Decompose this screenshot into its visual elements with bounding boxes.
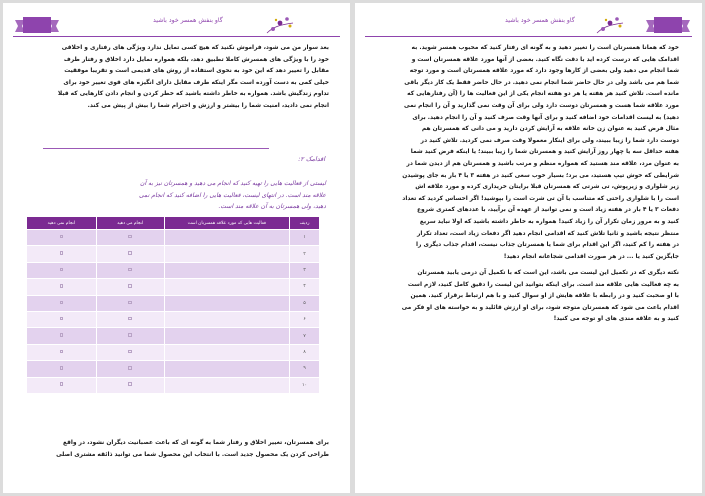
column-header-dont-do: انجام نمی دهید [27,217,97,230]
text-line: در هفته را کم کنید، اگر این اقدام برای شما یا همسرتان جذاب نیست، اقدام جذاب دیگری را [416,242,679,249]
row-number-cell: ۱ [290,230,320,246]
row-number-cell: ۶ [290,311,320,327]
text-line: هفته حداقل سه یا چهار روز آرایش کنید و همسرتان شما را زیبا ببیند؛ یا اینکه فرض کنید شما [410,149,679,156]
text-line: مانده است. تلاش کنید هر هفته یا هر دو هفته انجام یکی از این فعالیت ها را (آن رفتارهایی که [407,91,679,98]
header-title: گاو بنفش همسر خود باشید [153,17,223,24]
do-checkbox-cell [96,262,164,278]
do-checkbox[interactable] [128,235,132,239]
text-line: کنید و به مرور زمان تکرار آن را زیاد کنید! همواره به خاطر داشته باشید که اولا نباید سریع [419,218,679,225]
do-checkbox-cell [96,230,164,246]
activity-cell[interactable] [164,295,290,311]
text-line: خیلی کمی به دست آورده است مگر اینکه طرف مقابل دارای انگیزه های قوی تغییر خود برای [63,79,329,86]
table-row [27,279,320,295]
text-line: خود که همانا همسرتان است را تغییر دهید و به گونه ای رفتار کنید که محبوب همسر شوید. به [411,45,679,51]
dont-do-checkbox-cell [27,377,97,393]
text-line: نکته دیگری که در تکمیل این لیست می باشد، این است که با تکمیل آن درمی یابید همسرتان [417,270,679,276]
text-line: منتظر نتیجه باشید و ثانیا تلاش کنید که اقدامی انجام دهید اگر دفعات زیاد است، تعداد تکرار [417,230,679,237]
activity-cell[interactable] [164,344,290,360]
text-line: است را با شلواری راحتی که متناسب با آن تی شرت است را بپوشید! اگر احساس کردید که تعداد [402,195,679,202]
dont-do-checkbox[interactable] [60,382,64,386]
activities-worksheet-table [26,216,320,394]
column-header-do: انجام می دهید [96,217,164,230]
row-number-cell: ۷ [290,328,320,344]
row-number-cell: ۹ [290,361,320,377]
do-checkbox-cell [96,377,164,393]
do-checkbox[interactable] [128,350,132,354]
do-checkbox-cell [96,311,164,327]
dont-do-checkbox[interactable] [60,366,64,370]
text-line: دهید، ولی همسرتان به آن علاقه مند است. [218,203,326,210]
body-paragraph-1 [369,43,679,263]
do-checkbox[interactable] [128,382,132,386]
dont-do-checkbox-cell [27,311,97,327]
text-line: علاقه مند است. در انتهای لیست، فعالیت هایی را اضافه کنید که انجام نمی [138,191,326,199]
table-row [27,344,320,360]
page-number-ribbon [646,17,690,37]
flower-ornament-icon [595,11,625,37]
text-line: دفعات ۳ یا ۴ بار در هفته زیاد است و نمی توانید از عهده آن برآیید، با عددهای کمتری شروع [416,207,679,214]
text-line: برای همسرتان، تغییر اخلاق و رفتار شما به گونه ای که باعث عصبانیت دیگران نشود، در واقع [63,440,329,446]
activity-cell[interactable] [164,230,290,246]
do-checkbox[interactable] [128,251,132,255]
row-number-cell: ۵ [290,295,320,311]
row-number-cell: ۴ [290,279,320,295]
do-checkbox[interactable] [128,317,132,321]
table-row [27,262,320,278]
text-line: تداوم زندگیش باشد. همواره به خاطر داشته باشید که خطر کردن و انجام دادن کارهایی که قبلا [57,91,329,98]
section-instructions [43,178,326,213]
row-number-cell: ۲ [290,246,320,262]
text-line: مورد علاقه شما هست و همسرتان دوست دارد ولی برای آن وقت نمی گذارید و آن را انجام نمی [404,102,679,109]
do-checkbox-cell [96,328,164,344]
activity-cell[interactable] [164,246,290,262]
text-line: خود را با ویژگی های همسرش کاملا تطبیق دهد، بلکه همواره تمایل دارد اخلاق و رفتار طرف [63,56,329,63]
row-number-cell: ۸ [290,344,320,360]
page-left [3,3,350,493]
text-line: مثال فرض کنید به عنوان زن خانه علاقه به آرایش کردن دارید و می دانی که همسرتان هم [421,126,679,133]
table-row [27,246,320,262]
dont-do-checkbox-cell [27,230,97,246]
text-line: زیر شلواری و زیرپوش، تی شرتی که همسرتان قبلا برایتان خریداری کرده و مورد علاقه اش [415,184,679,191]
page-number-ribbon [15,17,59,37]
section-title: اقدامک ۲: [298,155,325,163]
page-right [355,3,702,493]
table-row [27,295,320,311]
dont-do-checkbox-cell [27,328,97,344]
table-row [27,328,320,344]
do-checkbox-cell [96,344,164,360]
header-rule [365,36,692,37]
table-row [27,377,320,393]
dont-do-checkbox[interactable] [60,333,64,337]
do-checkbox[interactable] [128,333,132,337]
row-number-cell: ۱۰ [290,377,320,393]
text-line: شما هم می باشد ولی در حال حاضر شما انجام نمی دهید. در حال حاضر فقط یک کار دیگر باقی [404,79,679,86]
text-line: به عنوان مرد، علاقه مند هستید که همواره منظم و مرتب باشید و همسرتان هم از دیدن شما در [406,160,679,167]
do-checkbox[interactable] [128,284,132,288]
text-line: انجام نمی دادید، امنیت شما را بیشتر و ارزش و احترام شما را بیش از پیش می کند. [87,102,329,109]
header-rule [13,36,340,37]
table-header-row [27,217,320,230]
activity-cell[interactable] [164,361,290,377]
do-checkbox-cell [96,246,164,262]
text-line: بعد سوار من می شود، فراموش نکنید که هیچ کسی تمایل ندارد ویژگی های رفتاری و اخلاقی [61,45,329,51]
do-checkbox[interactable] [128,268,132,272]
section-rule-top [43,148,269,149]
text-line: شما انجام می دهید ولی بعضی از کارها وجود دارد که مورد علاقه همسرتان است و مورد توجه [409,68,679,75]
dont-do-checkbox[interactable] [60,350,64,354]
column-header-activities: فعالیت هایی که مورد علاقه همسرتان است [164,217,290,230]
header-title: گاو بنفش همسر خود باشید [505,17,575,24]
text-line: به چه فعالیت هایی علاقه مند است. برای اینکه بتوانید این لیست را دقیق کامل کنید، لازم است [407,281,679,288]
dont-do-checkbox-cell [27,262,97,278]
text-line: شرایطی که خوش تیپ هستید، می برد؛ بسیار خوب سعی کنید در هفته ۳ یا ۴ بار به جای پوشیدن [402,172,679,179]
text-line: اقدامک هایی که درست کرده اید با دقت نگاه کنید. بعضی از آنها مورد علاقه همسرتان است و [411,56,679,63]
activity-cell[interactable] [164,328,290,344]
dont-do-checkbox[interactable] [60,284,64,288]
text-line: دوست دارد شما را زیبا ببیند، ولی برای اینکار معمولا وقت صرف نمی کردید. تلاش کنید در [420,137,679,144]
text-line: اقدام باعث می شود که همسرتان متوجه شود، برای او ارزش قائلید و به خواسته های او فکر می [401,304,679,311]
dont-do-checkbox[interactable] [60,235,64,239]
table-row [27,361,320,377]
page-number: ۲۹ [373,7,381,15]
do-checkbox-cell [96,295,164,311]
dont-do-checkbox[interactable] [60,268,64,272]
table-row [27,311,320,327]
dont-do-checkbox-cell [27,246,97,262]
dont-do-checkbox[interactable] [60,301,64,305]
text-line: جایگزین کنید یا ... در هر صورت اقدامی شجاعانه انجام دهید! [503,253,679,260]
do-checkbox[interactable] [128,366,132,370]
body-paragraph-2 [369,268,679,326]
table-body [27,230,320,394]
dont-do-checkbox[interactable] [60,317,64,321]
dont-do-checkbox-cell [27,361,97,377]
flower-ornament-icon [265,11,295,37]
activity-cell[interactable] [164,311,290,327]
text-line: لیستی از فعالیت هایی را تهیه کنید که انجام می دهید و همسرتان نیز به آن [140,180,326,187]
dont-do-checkbox-cell [27,344,97,360]
footer-paragraph [23,438,329,461]
table-row [27,230,320,246]
activity-cell[interactable] [164,262,290,278]
page-number: ۳۰ [21,7,29,15]
do-checkbox-cell [96,361,164,377]
dont-do-checkbox-cell [27,279,97,295]
activity-cell[interactable] [164,279,290,295]
column-header-row-number: ردیف [290,217,320,230]
do-checkbox[interactable] [128,301,132,305]
text-line: کنید و به علاقه مندی های او توجه می کنید! [553,316,679,323]
intro-paragraph [23,43,329,113]
text-line: دهید) به لیست اقدامات خود اضافه کنید و برای آنها وقت صرف کنید و آن را انجام دهید. برای [412,114,679,121]
dont-do-checkbox[interactable] [60,251,64,255]
text-line: طراحی کردن یک محصول جدید است. با انتخاب این محصول شما می توانید ذائقه مشتری اصلی [56,451,329,458]
row-number-cell: ۳ [290,262,320,278]
text-line: مقابل را تغییر دهد که این خود به نحوی استفاده از روش های قدیمی است و تقریبا موفقیت [64,68,329,75]
dont-do-checkbox-cell [27,295,97,311]
activity-cell[interactable] [164,377,290,393]
text-line: با او صحبت کنید و در رابطه با علاقه هایش از او سوال کنید و با هم ارتباط برقرار کنید. همین [410,293,679,300]
do-checkbox-cell [96,279,164,295]
